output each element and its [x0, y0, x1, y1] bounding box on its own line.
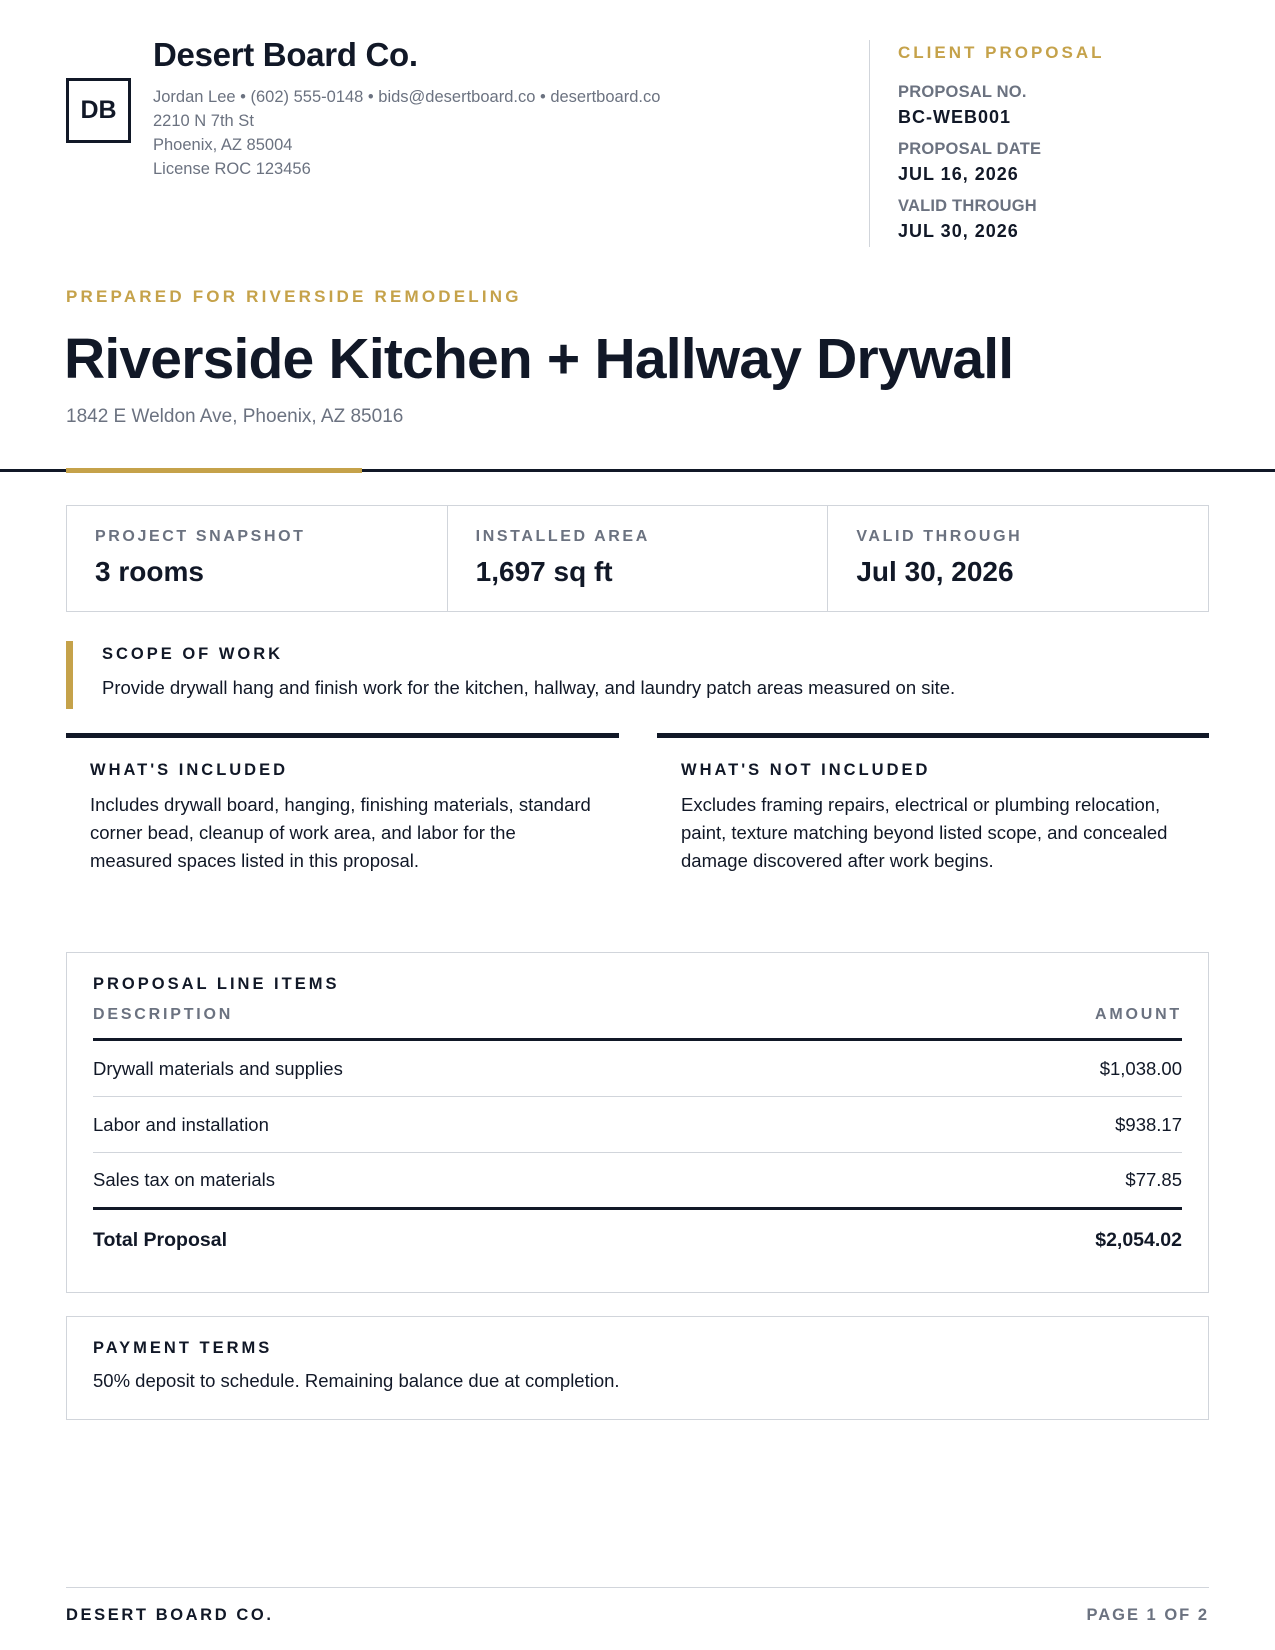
- description-header: DESCRIPTION: [93, 1006, 234, 1023]
- valid-through-label: VALID THROUGH: [898, 197, 1037, 215]
- not-included-label: WHAT'S NOT INCLUDED: [681, 761, 931, 779]
- snapshot-label: PROJECT SNAPSHOT: [95, 528, 306, 545]
- row-amount: $938.17: [1115, 1113, 1182, 1135]
- company-logo: [66, 78, 131, 143]
- valid-through-value: JUL 30, 2026: [898, 221, 1019, 241]
- row-description: Labor and installation: [93, 1113, 269, 1135]
- footer-divider: [66, 1587, 1209, 1588]
- meta-title: CLIENT PROPOSAL: [898, 43, 1105, 62]
- snapshot-area: [448, 506, 829, 611]
- project-address: 1842 E Weldon Ave, Phoenix, AZ 85016: [66, 406, 404, 427]
- scope-text: Provide drywall hang and finish work for the kitchen, hallway, and laundry patch areas measured on site.: [102, 677, 956, 698]
- row-description: Drywall materials and supplies: [93, 1057, 343, 1079]
- total-row: [93, 1210, 1182, 1270]
- proposal-date-value: JUL 16, 2026: [898, 164, 1019, 184]
- table-row: [93, 1097, 1182, 1153]
- snapshot-label: VALID THROUGH: [856, 528, 1023, 545]
- table-header: [93, 1006, 1182, 1041]
- company-contact-line: Jordan Lee • (602) 555-0148 • bids@desertboard.co • desertboard.co: [153, 88, 661, 106]
- payment-label: PAYMENT TERMS: [93, 1339, 273, 1357]
- title-divider-accent: [66, 468, 362, 473]
- snapshot-label: INSTALLED AREA: [475, 528, 650, 545]
- not-included-section: [657, 733, 1209, 875]
- snapshot-value: Jul 30, 2026: [856, 556, 1014, 587]
- prepared-for: PREPARED FOR RIVERSIDE REMODELING: [66, 287, 522, 306]
- payment-text: 50% deposit to schedule. Remaining balance due at completion.: [93, 1370, 620, 1391]
- proposal-date-label: PROPOSAL DATE: [898, 140, 1042, 158]
- table-row: [93, 1041, 1182, 1097]
- payment-terms: [66, 1316, 1209, 1420]
- snapshot-value: 3 rooms: [95, 556, 204, 587]
- company-name: Desert Board Co.: [153, 36, 418, 73]
- row-amount: $1,038.00: [1099, 1057, 1182, 1079]
- total-amount: $2,054.02: [1095, 1228, 1182, 1251]
- footer-company: DESERT BOARD CO.: [66, 1606, 274, 1624]
- table-row: [93, 1153, 1182, 1210]
- total-label: Total Proposal: [93, 1228, 227, 1251]
- included-section: [66, 733, 619, 875]
- company-license: License ROC 123456: [153, 160, 311, 178]
- line-items-table: [66, 952, 1209, 1293]
- included-text: Includes drywall board, hanging, finishing materials, standard corner bead, cleanup of work area, and labor for the measured spaces listed in this proposal.: [90, 794, 591, 871]
- company-info: [153, 36, 660, 178]
- row-description: Sales tax on materials: [93, 1169, 276, 1190]
- scope-label: SCOPE OF WORK: [102, 645, 284, 663]
- company-city: Phoenix, AZ 85004: [153, 136, 293, 154]
- not-included-text: Excludes framing repairs, electrical or plumbing relocation, paint, texture matching beyond listed scope, and concealed damage discovered after work begins.: [681, 794, 1168, 871]
- company-street: 2210 N 7th St: [153, 112, 254, 130]
- scope-of-work: [66, 641, 1209, 709]
- included-label: WHAT'S INCLUDED: [90, 761, 289, 779]
- snapshot-rooms: [67, 506, 448, 611]
- proposal-meta: [869, 40, 1199, 247]
- snapshot-value: 1,697 sq ft: [475, 556, 613, 587]
- project-snapshot: [66, 505, 1209, 612]
- line-items-label: PROPOSAL LINE ITEMS: [93, 975, 340, 993]
- logo-initials: DB: [80, 96, 117, 124]
- page-number: PAGE 1 OF 2: [1086, 1606, 1209, 1624]
- proposal-no-value: BC-WEB001: [898, 107, 1012, 127]
- proposal-no-label: PROPOSAL NO.: [898, 83, 1027, 101]
- amount-header: AMOUNT: [1094, 1006, 1182, 1023]
- snapshot-valid-through: [828, 506, 1208, 611]
- project-title: Riverside Kitchen + Hallway Drywall: [64, 327, 1014, 391]
- row-amount: $77.85: [1125, 1169, 1182, 1190]
